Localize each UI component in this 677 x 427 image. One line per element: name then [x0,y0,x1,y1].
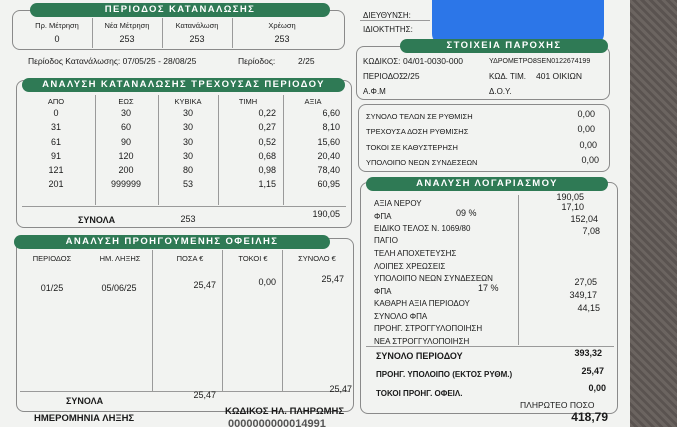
current-total-value: 190,05 [312,209,340,219]
col-header-to: ΕΩΣ [118,97,134,106]
account-line-label: ΕΙΔΙΚΟ ΤΕΛΟΣ Ν. 1069/80 [374,224,471,233]
period-new-value: 253 [119,34,135,44]
account-line-label: ΥΠΟΛΟΙΠΟ ΝΕΩΝ ΣΥΝΔΕΣΕΩΝ [374,274,493,283]
account-line-label: ΦΠΑ [374,287,392,296]
account-line-label: ΝΕΑ ΣΤΡΟΓΓΥΛΟΠΟΙΗΣΗ [374,337,470,346]
period-header-prev: Πρ. Μέτρηση [35,21,79,30]
row3-from: 61 [50,137,61,147]
address-label: ΔΙΕΥΘΥΝΣΗ: [363,11,411,20]
supply-code: 04/01-0030-000 [403,56,464,66]
account-line-label: ΦΠΑ [374,212,392,221]
row6-value: 60,95 [317,179,340,189]
expiry-date-label: ΗΜΕΡΟΜΗΝΙΑ ΛΗΞΗΣ [34,413,135,424]
account-line-value: 17,10 [561,202,584,212]
settlement-label: ΣΥΝΟΛΟ ΤΕΛΩΝ ΣΕ ΡΥΘΜΙΣΗ [366,112,473,121]
period-prev-value: 0 [54,34,60,44]
supply-doy-label: Δ.Ο.Υ. [489,87,512,96]
previous-total-sum: 25,47 [329,384,352,394]
supply-period-label: ΠΕΡΙΟΔΟΣ [363,72,405,81]
row6-cubic: 53 [182,179,193,189]
account-line-value: 44,15 [577,303,600,313]
row5-value: 78,40 [317,165,340,175]
col-header-price: ΤΙΜΗ [238,97,258,106]
account-line-value: 190,05 [556,192,584,202]
settlement-value: 0,00 [577,109,595,119]
row4-price: 0,68 [258,151,276,161]
row4-from: 91 [50,151,61,161]
divider [366,346,614,347]
divider [282,250,283,392]
row1-price: 0,22 [258,108,276,118]
row3-cubic: 30 [182,137,193,147]
period-header-charge: Χρέωση [268,21,296,30]
previous-total-label: ΣΥΝΟΛΑ [66,396,104,406]
period-total-value: 393,32 [574,348,602,358]
account-line-label: ΠΡΟΗΓ. ΣΤΡΟΓΓΥΛΟΠΟΙΗΣΗ [374,324,483,333]
current-total-cubic: 253 [180,214,196,224]
divider [360,20,430,21]
prev-row-total: 25,47 [321,274,344,284]
account-line-value: 152,04 [570,214,598,224]
account-line-label: ΚΑΘΑΡΗ ΑΞΙΑ ΠΕΡΙΟΔΟΥ [374,299,470,308]
period-header-new: Νέα Μέτρηση [104,21,150,30]
current-total-label: ΣΥΝΟΛΑ [78,215,116,225]
settlement-value: 0,00 [581,155,599,165]
payable-amount: 418,79 [571,410,608,424]
supply-code-label: ΚΩΔΙΚΟΣ: [363,57,401,66]
divider [222,250,223,392]
divider [22,206,346,207]
row6-to: 999999 [110,179,142,189]
row3-price: 0,52 [258,137,276,147]
prev-balance-label: ΠΡΟΗΓ. ΥΠΟΛΟΙΠΟ (ΕΚΤΟΣ ΡΥΘΜ.) [376,370,513,379]
supply-title: ΣΤΟΙΧΕΙΑ ΠΑΡΟΧΗΣ [400,39,608,53]
period-header-consumption: Κατανάλωση [175,21,219,30]
row3-to: 90 [120,137,131,147]
current-consumption-title: ΑΝΑΛΥΣΗ ΚΑΤΑΝΑΛΩΣΗΣ ΤΡΕΧΟΥΣΑΣ ΠΕΡΙΟΔΟΥ [22,78,345,92]
period-title: ΠΕΡΙΟΔΟΣ ΚΑΤΑΝΑΛΩΣΗΣ [30,3,330,17]
account-line-value: 7,08 [582,226,600,236]
row6-from: 201 [48,179,64,189]
row2-from: 31 [50,122,61,132]
supply-afm-label: Α.Φ.Μ [363,87,386,96]
row2-to: 60 [120,122,131,132]
prev-header-period: ΠΕΡΙΟΔΟΣ [32,254,72,263]
row5-cubic: 80 [182,165,193,175]
owner-label: ΙΔΙΟΚΤΗΤΗΣ: [363,25,413,34]
settlement-value: 0,00 [577,124,595,134]
account-line-label: ΑΞΙΑ ΝΕΡΟΥ [374,199,422,208]
row4-to: 120 [118,151,134,161]
col-header-value: ΑΞΙΑ [304,97,322,106]
prev-interest-label: ΤΟΚΟΙ ΠΡΟΗΓ. ΟΦΕΙΛ. [376,389,463,398]
supply-tariff-label: ΚΩΔ. ΤΙΜ. [489,72,526,81]
row5-to: 200 [118,165,134,175]
prev-header-amount: ΠΟΣΑ € [176,254,204,263]
row6-price: 1,15 [258,179,276,189]
period-total-label: ΣΥΝΟΛΟ ΠΕΡΙΟΔΟΥ [376,351,463,361]
prev-row-period: 01/25 [40,283,64,293]
prev-balance-value: 25,47 [581,366,604,376]
prev-row-expiry: 05/06/25 [101,283,137,293]
vat-percent: 17 % [478,283,499,293]
col-header-cubic: ΚΥΒΙΚΑ [174,97,202,106]
period-count-label: Περίοδος: [238,56,276,66]
row5-from: 121 [48,165,64,175]
prev-header-interest: ΤΟΚΟΙ € [238,254,268,263]
prev-header-expiry: ΗΜ. ΛΗΞΗΣ [99,254,141,263]
account-line-label: ΤΕΛΗ ΑΠΟΧΕΤΕΥΣΗΣ [374,249,457,258]
background-fabric [630,0,677,427]
account-line-value: 27,05 [574,277,597,287]
account-line-label: ΛΟΙΠΕΣ ΧΡΕΩΣΕΙΣ [374,262,446,271]
settlement-label: ΥΠΟΛΟΙΠΟ ΝΕΩΝ ΣΥΝΔΕΣΕΩΝ [366,158,478,167]
payment-code-label: ΚΩΔΙΚΟΣ ΗΛ. ΠΛΗΡΩΜΗΣ [225,406,345,417]
period-count-value: 2/25 [298,56,315,66]
divider [518,195,519,345]
row2-cubic: 30 [182,122,193,132]
settlement-value: 0,00 [579,140,597,150]
account-line-label: ΣΥΝΟΛΟ ΦΠΑ [374,312,428,321]
vat-percent: 09 % [456,208,477,218]
row3-value: 15,60 [317,137,340,147]
consumption-period-text: Περίοδος Κατανάλωσης: 07/05/25 - 28/08/25 [28,56,197,66]
col-header-from: ΑΠΟ [47,97,65,106]
redaction-block [432,0,604,44]
divider [152,250,153,392]
account-title: ΑΝΑΛΥΣΗ ΛΟΓΑΡΙΑΣΜΟΥ [366,177,608,191]
period-consumption-value: 253 [189,34,205,44]
row1-from: 0 [53,108,59,118]
payable-label: ΠΛΗΡΩΤΕΟ ΠΟΣΟ [520,400,595,410]
row5-price: 0,98 [258,165,276,175]
supply-tariff: 401 ΟΙΚΙΩΝ [536,71,583,81]
payment-code-value: 0000000000014991 [228,418,326,427]
row2-value: 8,10 [322,122,340,132]
settlement-label: ΤΟΚΟΙ ΣΕ ΚΑΘΥΣΤΕΡΗΣΗ [366,143,458,152]
supply-meter: 8SEN0122674199 [533,58,591,65]
account-line-value: 349,17 [569,290,597,300]
row1-value: 6,60 [322,108,340,118]
supply-meter-label: ΥΔΡΟΜΕΤΡΟ: [489,58,535,65]
previous-debt-title: ΑΝΑΛΥΣΗ ΠΡΟΗΓΟΥΜΕΝΗΣ ΟΦΕΙΛΗΣ [14,235,330,249]
account-line-label: ΠΑΓΙΟ [374,236,398,245]
settlement-label: ΤΡΕΧΟΥΣΑ ΔΟΣΗ ΡΥΘΜΙΣΗΣ [366,127,469,136]
row2-price: 0,27 [258,122,276,132]
row1-to: 30 [120,108,131,118]
prev-interest-value: 0,00 [588,383,606,393]
prev-header-total: ΣΥΝΟΛΟ € [298,254,336,263]
supply-period: 2/25 [403,71,420,81]
row1-cubic: 30 [182,108,193,118]
row4-value: 20,40 [317,151,340,161]
row4-cubic: 30 [182,151,193,161]
prev-row-interest: 0,00 [258,277,276,287]
previous-total-amount: 25,47 [193,390,216,400]
period-charge-value: 253 [274,34,290,44]
prev-row-amount: 25,47 [193,280,216,290]
